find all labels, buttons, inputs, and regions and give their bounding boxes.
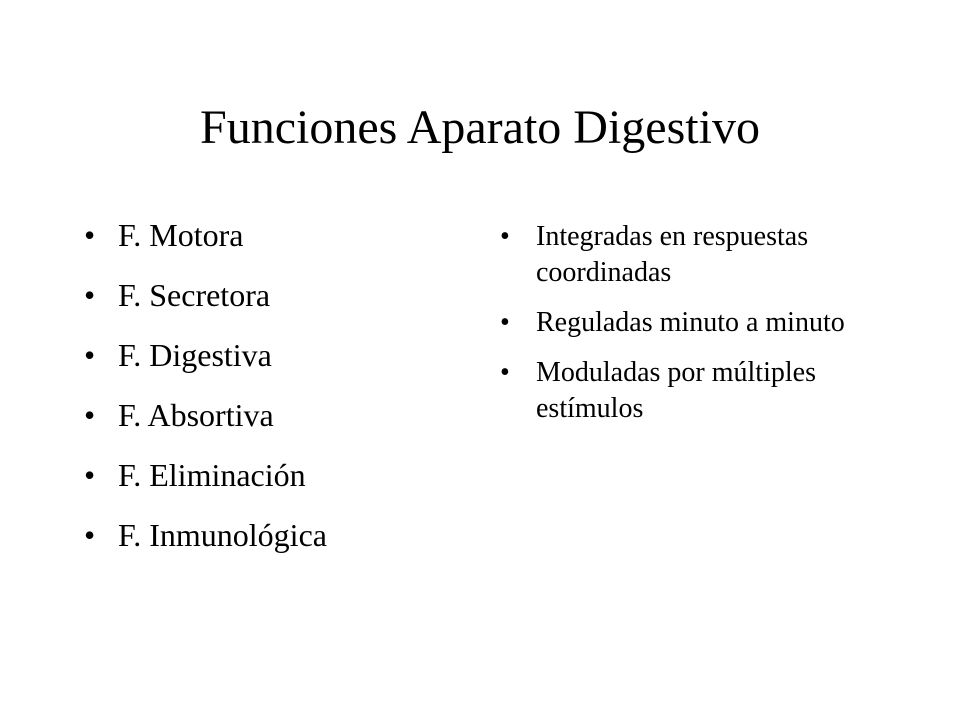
bullet-icon: • (84, 397, 96, 433)
list-item (84, 275, 464, 315)
bullet-icon: • (84, 517, 96, 553)
list-item-text: F. Secretora (118, 277, 271, 313)
bullet-icon: • (500, 221, 510, 252)
list-item-text: Reguladas minuto a minuto (536, 307, 845, 338)
list-item-text: F. Inmunológica (118, 517, 327, 553)
list-item (496, 219, 876, 291)
bullet-icon: • (84, 337, 96, 373)
list-item (84, 515, 464, 555)
list-item-text: Moduladas por múltiples estímulos (536, 357, 816, 424)
list-item (84, 215, 464, 255)
list-item (496, 305, 876, 341)
list-item (84, 455, 464, 495)
slide-title: Funciones Aparato Digestivo (200, 101, 760, 154)
list-item (496, 355, 876, 427)
list-item (84, 395, 464, 435)
list-item-text: F. Digestiva (118, 337, 272, 373)
bullet-icon: • (84, 277, 96, 313)
list-item-text: F. Absortiva (118, 397, 274, 433)
list-item (84, 335, 464, 375)
list-item-text: Integradas en respuestas coordinadas (536, 221, 809, 288)
bullet-icon: • (500, 357, 510, 388)
functions-list (84, 215, 464, 575)
list-item-text: F. Eliminación (118, 457, 306, 493)
bullet-icon: • (84, 457, 96, 493)
bullet-icon: • (500, 307, 510, 338)
characteristics-list (496, 219, 896, 441)
bullet-icon: • (84, 217, 96, 253)
list-item-text: F. Motora (118, 217, 244, 253)
